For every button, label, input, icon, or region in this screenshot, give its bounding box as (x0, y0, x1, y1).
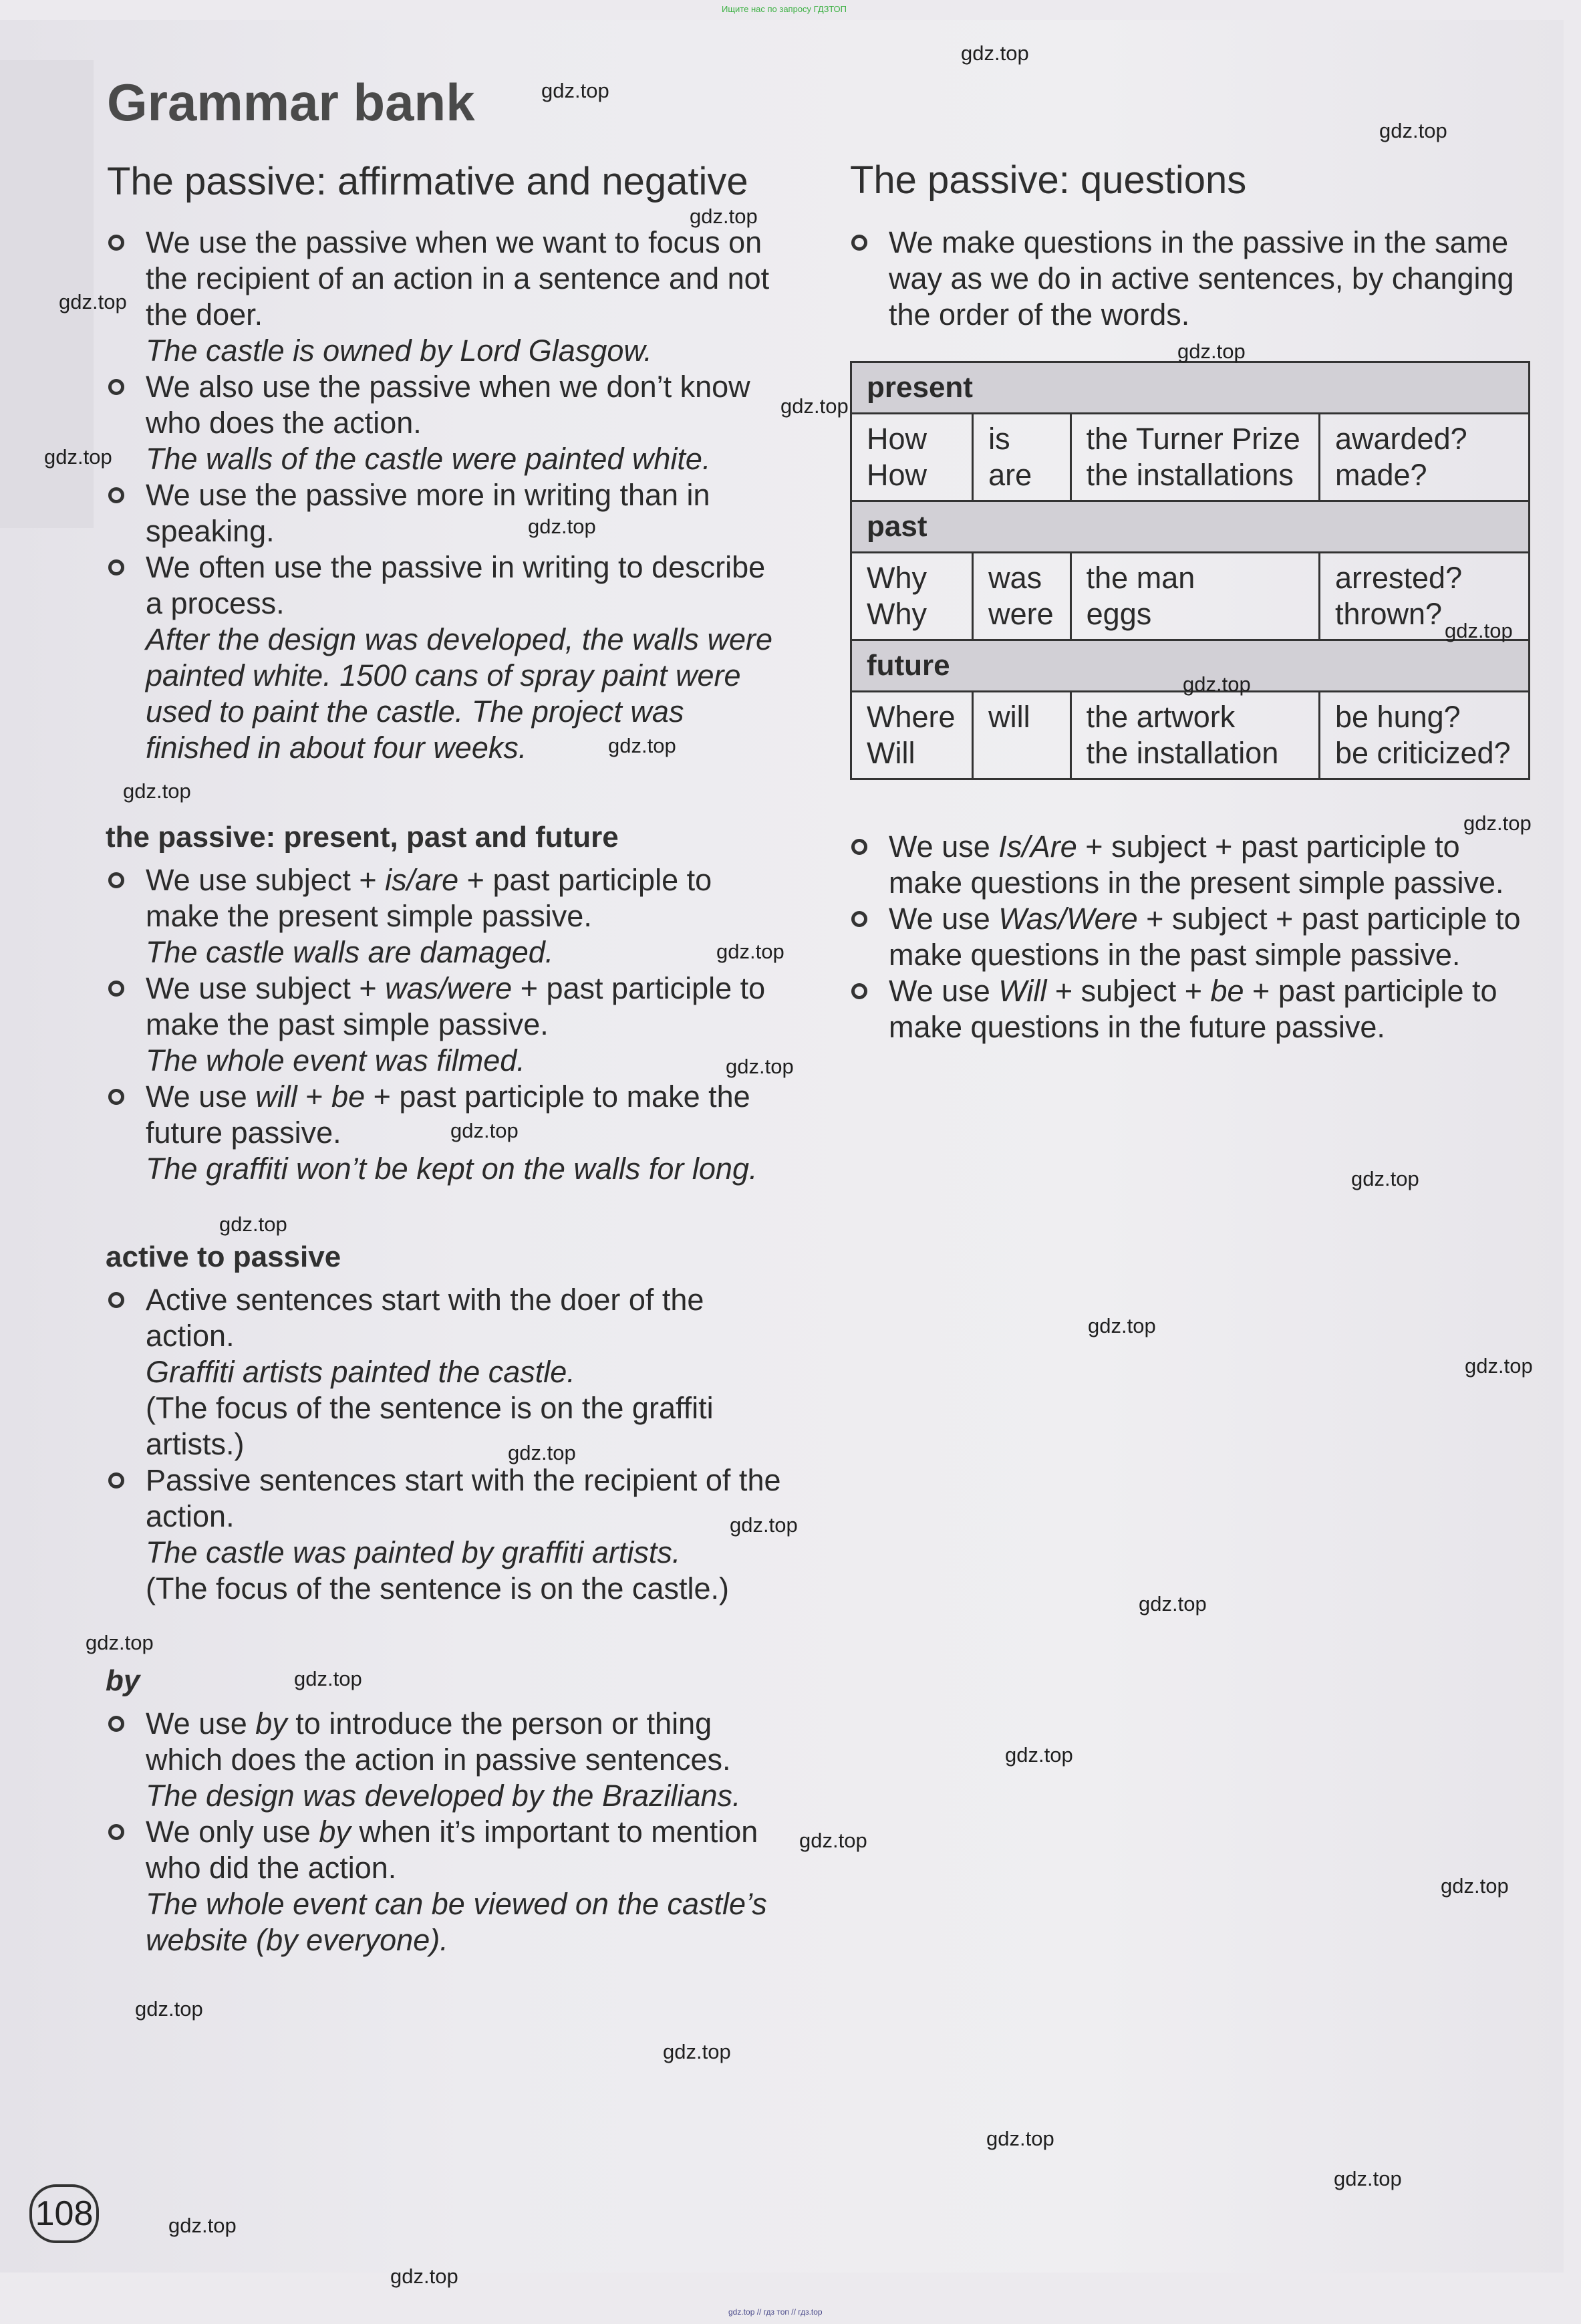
page-number: 108 (29, 2184, 99, 2243)
table-section-label: past (851, 501, 1530, 553)
table-cell-qword: How How (851, 414, 973, 501)
table-row (851, 553, 1530, 640)
section-present-past-future (107, 862, 782, 1187)
watermark: gdz.top (508, 1441, 576, 1464)
watermark: gdz.top (726, 1055, 794, 1078)
item-example: The walls of the castle were painted white. (146, 442, 711, 476)
bullet-icon (851, 983, 867, 999)
item-text: + past participle to make the future passive. (146, 1079, 750, 1150)
bullet-icon (851, 911, 867, 927)
watermark: gdz.top (1334, 2167, 1402, 2190)
list-item (107, 549, 782, 766)
list-item (107, 1282, 782, 1462)
item-emphasis: be (331, 1079, 366, 1114)
item-emphasis: will (255, 1079, 297, 1114)
section-passive-affirmative (107, 225, 782, 766)
item-emphasis: is/are (385, 863, 459, 897)
watermark: gdz.top (541, 79, 609, 102)
watermark: gdz.top (961, 41, 1029, 65)
watermark: gdz.top (86, 1631, 154, 1654)
bullet-icon (108, 1716, 124, 1732)
item-example: The graffiti won’t be kept on the walls for long. (146, 1152, 758, 1186)
item-example: The design was developed by the Brazilians. (146, 1779, 741, 1813)
item-emphasis: Was/Were (998, 902, 1138, 936)
item-text: Passive sentences start with the recipient of the action. (146, 1463, 781, 1533)
section-by (107, 1706, 782, 1958)
bullet-icon (108, 379, 124, 395)
table-cell-participle: awarded? made? (1319, 414, 1529, 501)
bullet-icon (108, 981, 124, 997)
item-example: The whole event was filmed. (146, 1043, 525, 1077)
watermark: gdz.top (1351, 1167, 1419, 1190)
top-note: Ищите нас по запросу ГДЗТОП (722, 4, 847, 14)
bullet-icon (108, 1292, 124, 1308)
watermark: gdz.top (690, 205, 758, 228)
bullet-icon (851, 235, 867, 251)
watermark: gdz.top (294, 1667, 362, 1690)
bullet-icon (108, 872, 124, 888)
watermark: gdz.top (1379, 119, 1447, 142)
item-text: We use the passive more in writing than in speaking. (146, 478, 710, 548)
bullet-icon (851, 839, 867, 855)
section-heading-present-past-future: the passive: present, past and future (106, 821, 619, 854)
table-cell-subject: the artwork the installation (1070, 692, 1319, 779)
item-note: (The focus of the sentence is on the graffiti artists.) (146, 1391, 714, 1461)
item-text: We use subject + (146, 863, 386, 897)
watermark: gdz.top (528, 515, 596, 538)
table-section-row (851, 362, 1530, 414)
table-section-label: present (851, 362, 1530, 414)
item-text: + subject + (1046, 974, 1211, 1008)
item-text: + past participle to make questions in the future passive. (889, 974, 1497, 1044)
item-example: After the design was developed, the walls were painted white. 1500 cans of spray paint were used to paint the castle. The project was finished in about four weeks. (146, 622, 773, 765)
table-cell-subject: the Turner Prize the installations (1070, 414, 1319, 501)
page-title: Grammar bank (107, 73, 475, 132)
item-text: We use (889, 974, 999, 1008)
table-cell-subject: the man eggs (1070, 553, 1319, 640)
list-item (107, 225, 782, 369)
bullet-icon (108, 487, 124, 503)
bullet-icon (108, 1472, 124, 1489)
list-item (107, 1462, 782, 1607)
watermark: gdz.top (1441, 1874, 1509, 1898)
table-section-row (851, 501, 1530, 553)
item-example: The castle was painted by graffiti artists. (146, 1535, 681, 1569)
item-emphasis: Will (998, 974, 1047, 1008)
watermark: gdz.top (1465, 1354, 1533, 1378)
questions-intro (850, 225, 1525, 333)
bullet-icon (108, 235, 124, 251)
watermark: gdz.top (1183, 672, 1251, 696)
item-note: (The focus of the sentence is on the castle.) (146, 1571, 729, 1605)
section-heading-active-to-passive: active to passive (106, 1241, 341, 1273)
watermark: gdz.top (1177, 340, 1246, 363)
item-emphasis: Is/Are (998, 829, 1077, 864)
watermark: gdz.top (716, 940, 784, 963)
item-text: We often use the passive in writing to describe a process. (146, 550, 766, 620)
item-example: The castle walls are damaged. (146, 935, 554, 969)
table-cell-participle: be hung? be criticized? (1319, 692, 1529, 779)
list-item (850, 829, 1525, 901)
section-heading-passive-questions: The passive: questions (850, 158, 1247, 202)
watermark: gdz.top (168, 2214, 237, 2237)
bullet-icon (108, 559, 124, 575)
item-text: Active sentences start with the doer of the action. (146, 1283, 704, 1353)
list-item (107, 1079, 782, 1187)
watermark: gdz.top (799, 1829, 867, 1852)
item-text: We use (889, 829, 999, 864)
watermark: gdz.top (730, 1513, 798, 1537)
item-text: We make questions in the passive in the same way as we do in active sentences, by changing the order of the words. (889, 225, 1514, 332)
item-text: We also use the passive when we don’t know who does the action. (146, 370, 750, 440)
table-row (851, 414, 1530, 501)
watermark: gdz.top (780, 394, 849, 418)
table-cell-verb: will (973, 692, 1071, 779)
watermark: gdz.top (663, 2040, 731, 2063)
watermark: gdz.top (1463, 811, 1532, 835)
list-item (107, 369, 782, 477)
item-text: We only use (146, 1815, 319, 1849)
watermark: gdz.top (450, 1119, 519, 1142)
item-text: We use (146, 1706, 256, 1740)
watermark: gdz.top (608, 734, 676, 757)
section-heading-by: by (106, 1664, 140, 1697)
item-emphasis: by (319, 1815, 351, 1849)
item-text: to introduce the person or thing which does the action in passive sentences. (146, 1706, 731, 1777)
item-emphasis: by (255, 1706, 287, 1740)
table-cell-qword: Why Why (851, 553, 973, 640)
watermark: gdz.top (135, 1997, 203, 2021)
footer-text: gdz.top // гдз топ // гдз.top (728, 2307, 823, 2317)
item-example: Graffiti artists painted the castle. (146, 1355, 575, 1389)
table-cell-participle: arrested? thrown? (1319, 553, 1529, 640)
table-cell-qword: Where Will (851, 692, 973, 779)
item-text: We use (146, 1079, 256, 1114)
item-example: The whole event can be viewed on the castle’s website (by everyone). (146, 1887, 767, 1957)
item-text: We use the passive when we want to focus on the recipient of an action in a sentence and not the doer. (146, 225, 770, 332)
bullet-icon (108, 1824, 124, 1840)
watermark: gdz.top (59, 290, 127, 313)
item-text: when it’s important to mention who did the action. (146, 1815, 758, 1885)
watermark: gdz.top (390, 2265, 458, 2288)
item-text: + subject + past participle to make questions in the present simple passive. (889, 829, 1504, 900)
item-example: The castle is owned by Lord Glasgow. (146, 334, 652, 368)
bullet-icon (108, 1089, 124, 1105)
item-text: + past participle to make the past simple passive. (146, 971, 766, 1041)
list-item (850, 901, 1525, 973)
list-item (107, 1814, 782, 1958)
watermark: gdz.top (44, 445, 112, 469)
list-item (850, 225, 1525, 333)
section-heading-passive-affirmative: The passive: affirmative and negative (107, 160, 748, 203)
watermark: gdz.top (1445, 619, 1513, 642)
list-item (107, 862, 782, 971)
list-item (107, 477, 782, 549)
item-text: We use subject + (146, 971, 386, 1005)
list-item (107, 1706, 782, 1814)
questions-table (850, 361, 1530, 780)
watermark: gdz.top (1139, 1592, 1207, 1616)
item-text: + past participle to make the present simple passive. (146, 863, 712, 933)
item-text: + (297, 1079, 332, 1114)
watermark: gdz.top (1088, 1314, 1156, 1337)
watermark: gdz.top (219, 1212, 287, 1236)
table-cell-verb: is are (973, 414, 1071, 501)
watermark: gdz.top (1005, 1743, 1073, 1767)
item-text: We use (889, 902, 999, 936)
list-item (107, 971, 782, 1079)
table-section-label: future (851, 640, 1530, 692)
item-emphasis: was/were (385, 971, 513, 1005)
table-cell-verb: was were (973, 553, 1071, 640)
questions-rules (850, 829, 1525, 1045)
list-item (850, 973, 1525, 1045)
section-active-to-passive (107, 1282, 782, 1607)
watermark: gdz.top (986, 2127, 1054, 2150)
item-emphasis: be (1210, 974, 1244, 1008)
item-text: + subject + past participle to make questions in the past simple passive. (889, 902, 1521, 972)
table-row (851, 692, 1530, 779)
watermark: gdz.top (123, 779, 191, 803)
